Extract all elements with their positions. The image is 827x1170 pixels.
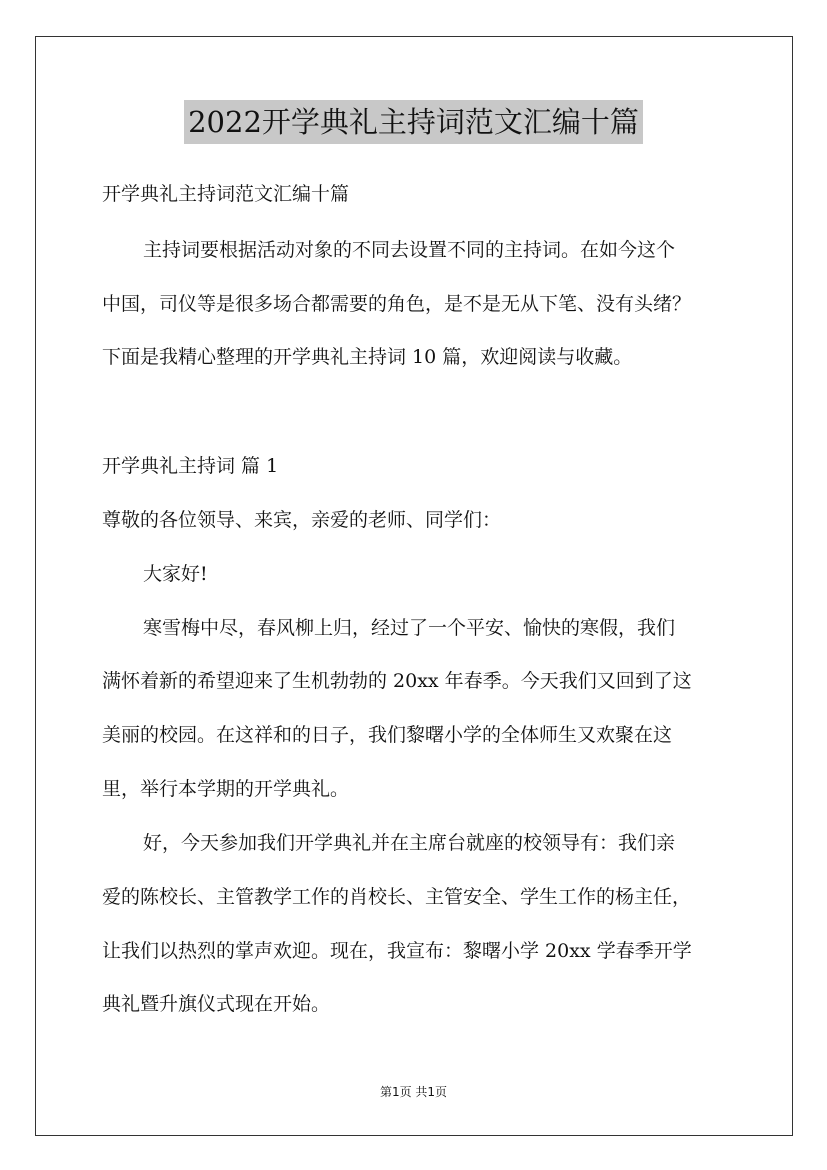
- paragraph2-line: 爱的陈校长、主管教学工作的肖校长、主管安全、学生工作的杨主任，: [102, 886, 692, 908]
- intro-line: 中国，司仪等是很多场合都需要的角色，是不是无从下笔、没有头绪？: [102, 293, 692, 315]
- paragraph2-line: 好，今天参加我们开学典礼并在主席台就座的校领导有：我们亲: [143, 832, 676, 854]
- paragraph1-line: 里，举行本学期的开学典礼。: [102, 778, 350, 800]
- paragraph1-line: 美丽的校园。在这祥和的日子，我们黎曙小学的全体师生又欢聚在这: [102, 724, 673, 746]
- paragraph2-line: 典礼暨升旗仪式现在开始。: [102, 993, 331, 1015]
- document-title: 2022开学典礼主持词范文汇编十篇: [184, 100, 643, 144]
- intro-line: 下面是我精心整理的开学典礼主持词 10 篇，欢迎阅读与收藏。: [102, 346, 633, 368]
- paragraph2-line: 让我们以热烈的掌声欢迎。现在，我宣布：黎曙小学 20xx 学春季开学: [102, 940, 692, 962]
- intro-line: 主持词要根据活动对象的不同去设置不同的主持词。在如今这个: [143, 239, 676, 261]
- paragraph1-line: 满怀着新的希望迎来了生机勃勃的 20xx 年春季。今天我们又回到了这: [102, 670, 692, 692]
- document-subtitle: 开学典礼主持词范文汇编十篇: [102, 183, 350, 205]
- title-container: [0, 100, 827, 144]
- greeting: 大家好!: [143, 563, 208, 585]
- section-heading: 开学典礼主持词 篇 1: [102, 455, 279, 477]
- salutation: 尊敬的各位领导、来宾，亲爱的老师、同学们：: [102, 509, 502, 531]
- page-footer: 第1页 共1页: [379, 1085, 448, 1099]
- paragraph1-line: 寒雪梅中尽，春风柳上归，经过了一个平安、愉快的寒假，我们: [143, 617, 676, 639]
